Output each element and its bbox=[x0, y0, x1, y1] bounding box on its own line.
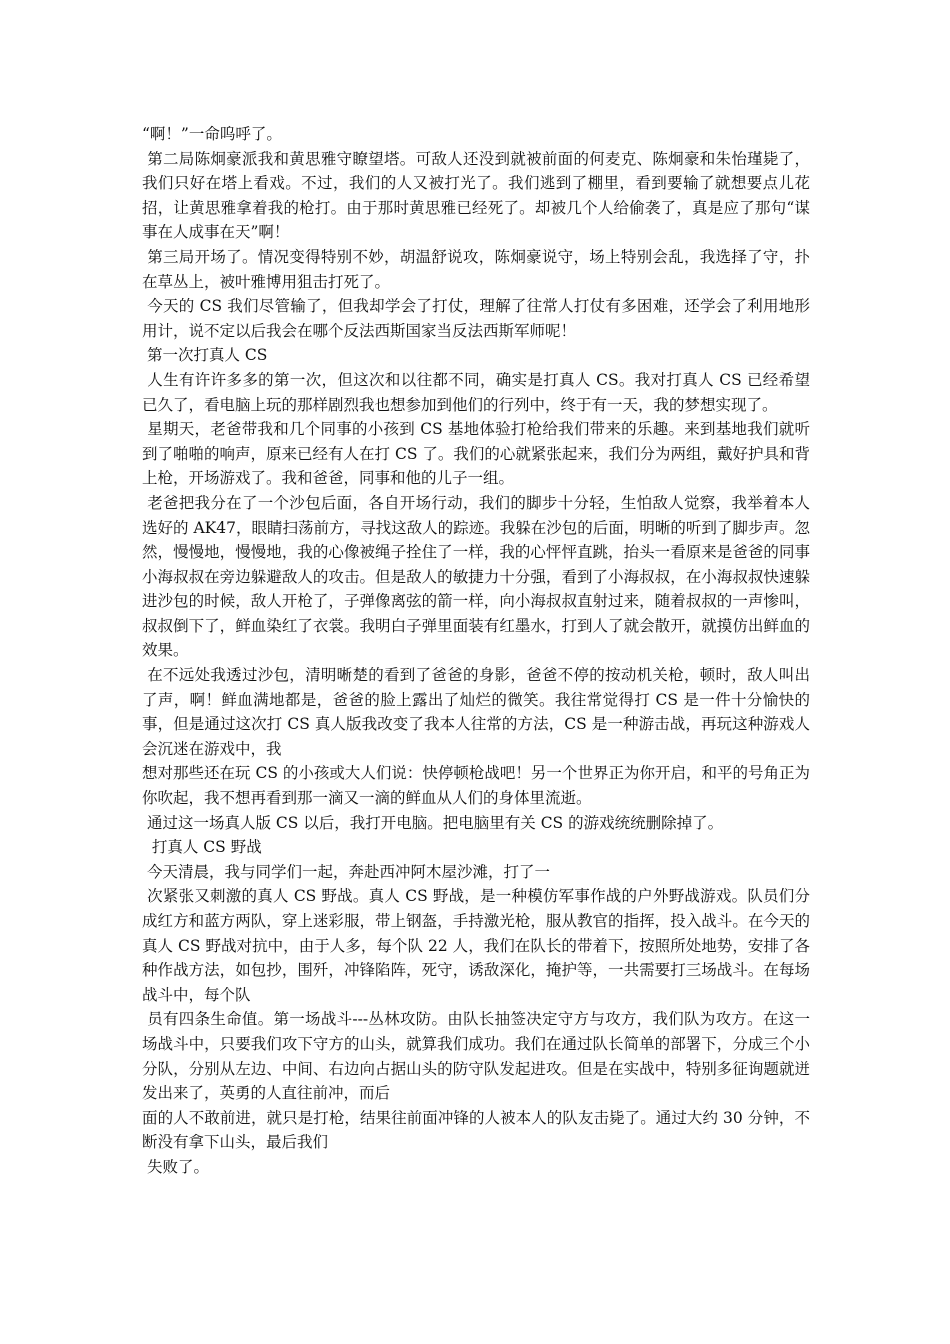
paragraph: 第二局陈炯豪派我和黄思雅守瞭望塔。可敌人还没到就被前面的何麦克、陈炯豪和朱怡瑾毙了，我们只好在塔上看戏。不过，我们的人又被打光了。我们逃到了棚里，看到要输了就想要点儿花招，让黄思雅拿着我的枪打。由于那时黄思雅已经死了。却被几个人给偷袭了，真是应了那句“谋事在人成事在天”啊！ bbox=[142, 149, 810, 242]
paragraph: 面的人不敢前进，就只是打枪，结果往前面冲锋的人被本人的队友击毙了。通过大约 30 分钟，不断没有拿下山头，最后我们 bbox=[142, 1108, 810, 1152]
paragraph: 想对那些还在玩 CS 的小孩或大人们说：快停顿枪战吧！另一个世界正为你开启，和平的号角正为你吹起，我不想再看到那一滴又一滴的鲜血从人们的身体里流逝。 bbox=[142, 764, 810, 808]
document-body bbox=[142, 122, 810, 1180]
paragraph: 今天的 CS 我们尽管输了，但我却学会了打仗，理解了往常人打仗有多困难，还学会了利用地形用计，说不定以后我会在哪个反法西斯国家当反法西斯军师呢！ bbox=[142, 297, 810, 340]
paragraph: 星期天，老爸带我和几个同事的小孩到 CS 基地体验打枪给我们带来的乐趣。来到基地我们就听到了啪啪的响声，原来已经有人在打 CS 了。我们的心就紧张起来，我们分为两组，戴好护具和背上枪，开场游戏了。我和爸爸，同事和他的儿子一组。 bbox=[142, 420, 810, 488]
paragraph: “啊！”一命呜呼了。 bbox=[142, 125, 282, 143]
paragraph: 老爸把我分在了一个沙包后面，各自开场行动，我们的脚步十分轻，生怕敌人觉察，我举着本人选好的 AK47，眼睛扫荡前方，寻找这敌人的踪迹。我躲在沙包的后面，明晰的听到了脚步声。忽然，慢慢地，慢慢地，我的心像被绳子拴住了一样，我的心怦怦直跳，抬头一看原来是爸爸的同事小海叔叔在旁边躲避敌人的攻击。但是敌人的敏捷力十分强，看到了小海叔叔，在小海叔叔快速躲进沙包的时候，敌人开枪了，子弹像离弦的箭一样，向小海叔叔直射过来，随着叔叔的一声惨叫，叔叔倒下了，鲜血染红了衣裳。我明白子弹里面装有红墨水，打到人了就会散开，就摸仿出鲜血的效果。 bbox=[142, 493, 810, 660]
paragraph: 次紧张又刺激的真人 CS 野战。真人 CS 野战，是一种模仿军事作战的户外野战游戏。队员们分成红方和蓝方两队，穿上迷彩服，带上钢盔，手持激光枪，服从教官的指挥，投入战斗。在今天的真人 CS 野战对抗中，由于人多，每个队 22 人，我们在队长的带着下，按照所处地势，安排了各种作战方法，如包抄，围歼，冲锋陷阵，死守，诱敌深化，掩护等，一共需要打三场战斗。在每场战斗中，每个队 bbox=[142, 887, 810, 1004]
paragraph: 失败了。 bbox=[142, 1157, 209, 1176]
paragraph: 人生有许许多多的第一次，但这次和以往都不同，确实是打真人 CS。我对打真人 CS 已经希望已久了，看电脑上玩的那样剧烈我也想参加到他们的行列中，终于有一天，我的梦想实现了。 bbox=[142, 370, 810, 414]
section-heading: 第一次打真人 CS bbox=[142, 346, 268, 365]
section-heading: 打真人 CS 野战 bbox=[142, 838, 262, 857]
paragraph: 在不远处我透过沙包，清明晰楚的看到了爸爸的身影，爸爸不停的按动机关枪，顿时，敌人叫出了声，啊！鲜血满地都是，爸爸的脸上露出了灿烂的微笑。我往常觉得打 CS 是一件十分愉快的事，但是通过这次打 CS 真人版我改变了我本人往常的方法，CS 是一种游击战，再玩这种游戏人会沉迷在游戏中，我 bbox=[142, 666, 810, 758]
paragraph: 通过这一场真人版 CS 以后，我打开电脑。把电脑里有关 CS 的游戏统统删除掉了。 bbox=[142, 813, 724, 832]
paragraph: 第三局开场了。情况变得特别不妙，胡温舒说攻，陈炯豪说守，场上特别会乱，我选择了守，扑在草丛上，被叶雅博用狙击打死了。 bbox=[142, 247, 810, 291]
paragraph: 今天清晨，我与同学们一起，奔赴西冲阿木屋沙滩，打了一 bbox=[142, 862, 550, 881]
paragraph: 员有四条生命值。第一场战斗---丛林攻防。由队长抽签决定守方与攻方，我们队为攻方。在这一场战斗中，只要我们攻下守方的山头，就算我们成功。我们在通过队长简单的部署下，分成三个小分队，分别从左边、中间、右边向占据山头的防守队发起进攻。但是在实战中，特别多征询题就迸发出来了，英勇的人直往前冲，而后 bbox=[142, 1010, 810, 1103]
